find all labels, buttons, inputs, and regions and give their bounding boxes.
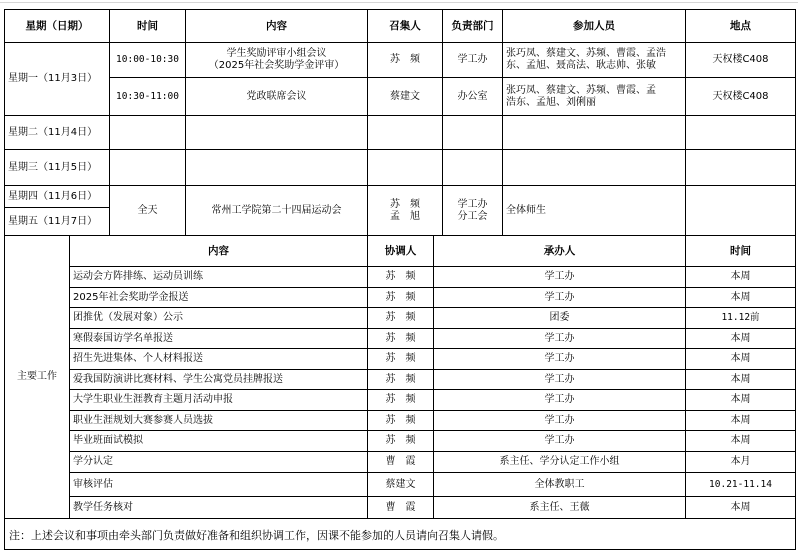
task-content: 爱我国防演讲比赛材料、学生公寓党员挂牌报送 <box>73 373 283 385</box>
task-content: 2025年社会奖助学金报送 <box>73 291 189 303</box>
header-attendees: 参加人员 <box>573 20 615 32</box>
sports-meet-dept <box>443 186 502 235</box>
task-content: 学分认定 <box>73 456 113 467</box>
task-organizer: 全体教职工 <box>534 478 585 490</box>
sports-meet-convener <box>368 186 442 235</box>
task-content: 招生先进集体、个人材料报送 <box>73 353 203 364</box>
task-time: 本周 <box>730 332 751 344</box>
task-time: 本周 <box>730 271 751 282</box>
meeting-1-dept: 学工办 <box>457 54 488 65</box>
header-content: 内容 <box>266 20 287 32</box>
task-content: 运动会方阵排练、运动员训练 <box>73 271 203 282</box>
task-coordinator: 曹 霞 <box>385 501 416 513</box>
task-coordinator: 蔡建文 <box>385 478 416 490</box>
task-content: 教学任务核对 <box>73 501 133 513</box>
task-content: 职业生涯规划大赛参赛人员选拔 <box>73 414 213 426</box>
task-organizer: 学工办 <box>544 414 575 426</box>
task-organizer: 学工办 <box>544 332 575 344</box>
task-coordinator: 苏 频 <box>385 291 416 303</box>
main-work-header-content: 内容 <box>208 245 229 257</box>
sports-meet-time: 全天 <box>137 204 158 216</box>
main-work-header-organizer: 承办人 <box>543 245 576 257</box>
task-time: 本周 <box>730 291 751 303</box>
meeting-2-content: 党政联席会议 <box>246 90 307 102</box>
meeting-2-attendees-line2: 浩东、孟旭、刘俐丽 <box>506 96 596 108</box>
header-location: 地点 <box>730 20 751 32</box>
meeting-2-attendees <box>503 78 688 115</box>
task-organizer: 系主任、王薇 <box>529 501 590 513</box>
task-time: 本周 <box>730 373 751 385</box>
meeting-1-content-line2: （2025年社会奖助学金评审） <box>208 60 345 71</box>
day-tuesday: 星期二（11月4日） <box>8 126 98 138</box>
meeting-1-location: 天权楼C408 <box>712 54 769 65</box>
sports-meet-content: 常州工学院第二十四届运动会 <box>211 204 342 216</box>
sports-meet-dept-line1: 学工办 <box>457 198 488 210</box>
task-organizer: 学工办 <box>544 353 575 364</box>
meeting-1-time: 10:00-10:30 <box>116 54 179 65</box>
task-time: 本月 <box>730 456 751 467</box>
meeting-1-content <box>186 43 367 77</box>
task-content: 审核评估 <box>73 478 113 490</box>
meeting-2-time: 10:30-11:00 <box>116 90 179 102</box>
task-coordinator: 苏 频 <box>385 435 416 446</box>
header-day: 星期（日期） <box>25 20 89 32</box>
task-organizer: 学工办 <box>544 373 575 385</box>
meeting-2-convener: 蔡建文 <box>390 90 420 102</box>
main-work-header-coordinator: 协调人 <box>384 245 417 257</box>
meeting-2-location: 天权楼C408 <box>712 90 769 102</box>
header-convener: 召集人 <box>389 20 421 32</box>
footer-note: 注：上述会议和事项由牵头部门负责做好准备和组织协调工作，因课不能参加的人员请向召集人请假。 <box>9 529 504 542</box>
task-content: 团推优（发展对象）公示 <box>73 312 183 323</box>
sports-meet-convener-line2: 孟 旭 <box>390 210 420 222</box>
meeting-2-attendees-line1: 张巧凤、蔡建文、苏频、曹霞、孟 <box>506 84 656 96</box>
task-organizer: 团委 <box>549 312 570 323</box>
task-organizer: 系主任、学分认定工作小组 <box>499 456 620 467</box>
day-wednesday: 星期三（11月5日） <box>8 161 98 173</box>
task-time: 10.21-11.14 <box>709 478 772 490</box>
task-coordinator: 苏 频 <box>385 271 416 282</box>
task-coordinator: 苏 频 <box>385 332 416 344</box>
header-time: 时间 <box>137 20 158 32</box>
task-coordinator: 曹 霞 <box>385 456 416 467</box>
meeting-1-attendees-line1: 张巧凤、蔡建文、苏频、曹霞、孟浩 <box>506 48 666 59</box>
task-organizer: 学工办 <box>544 271 575 282</box>
sports-meet-convener-line1: 苏 频 <box>390 198 420 210</box>
task-organizer: 学工办 <box>544 394 575 405</box>
meeting-1-attendees-line2: 东、孟旭、聂高法、耿志帅、张敏 <box>506 60 656 71</box>
task-coordinator: 苏 频 <box>385 414 416 426</box>
task-time: 本周 <box>730 414 751 426</box>
task-time: 本周 <box>730 394 751 405</box>
day-thursday: 星期四（11月6日） <box>8 190 98 202</box>
task-coordinator: 苏 频 <box>385 353 416 364</box>
main-work-label: 主要工作 <box>17 371 57 382</box>
task-content: 大学生职业生涯教育主题月活动申报 <box>73 394 233 405</box>
day-monday: 星期一（11月3日） <box>8 73 98 84</box>
task-time: 本周 <box>730 353 751 364</box>
sports-meet-attendees: 全体师生 <box>506 204 546 216</box>
task-content: 寒假泰国访学名单报送 <box>73 332 173 344</box>
sports-meet-dept-line2: 分工会 <box>457 210 488 222</box>
meeting-1-attendees <box>503 43 688 77</box>
task-time: 本周 <box>730 501 751 513</box>
task-coordinator: 苏 频 <box>385 312 416 323</box>
header-dept: 负责部门 <box>451 20 494 32</box>
task-organizer: 学工办 <box>544 291 575 303</box>
task-time: 11.12前 <box>721 312 760 323</box>
meeting-2-dept: 办公室 <box>457 90 488 102</box>
task-time: 本周 <box>730 435 751 446</box>
task-organizer: 学工办 <box>544 435 575 446</box>
task-coordinator: 苏 频 <box>385 373 416 385</box>
task-coordinator: 苏 频 <box>385 394 416 405</box>
main-work-header-time: 时间 <box>730 245 751 257</box>
meeting-1-content-line1: 学生奖励评审小组会议 <box>226 48 327 59</box>
day-friday: 星期五（11月7日） <box>8 215 98 227</box>
task-content: 毕业班面试模拟 <box>73 435 143 446</box>
meeting-1-convener: 苏 频 <box>390 54 420 65</box>
